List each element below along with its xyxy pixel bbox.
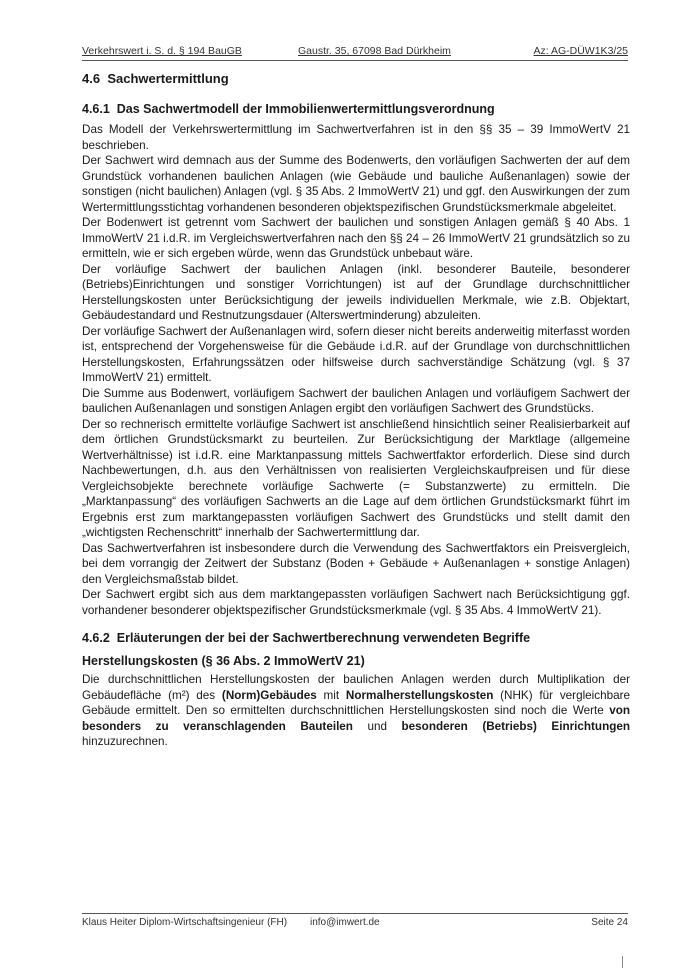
text-run: Die durchschnittlichen Herstellungskosten der baulichen Anlagen werden durch Multiplikation der Gebäudefläche (m²) des <box>82 673 630 702</box>
paragraph: Der so rechnerisch ermittelte vorläufige Sachwert ist anschließend hinsichtlich seiner Realisierbarkeit auf dem örtlichen Grundstücksmarkt zu beurteilen. Zur Berücksichtigung der Marktlage (allgemeine Wertverhältnisse) ist i.d.R. eine Marktanpassung mittels Sachwertfaktor erforderlich. Diese sind durch Nachbewertungen, d.h. aus den Verhältnissen von realisierten Vergleichskaufpreisen und für diese Vergleichsobjekte berechnete vorläufige Sachwerte (= Substanzwerte) zu ermitteln. Die „Marktanpassung“ des vorläufigen Sachwerts an die Lage auf dem örtlichen Grundstücksmarkt führt im Ergebnis erst zum marktangepassten vorläufigen Sachwert des Grundstücks und stellt damit den „wichtigsten Rechenschritt“ innerhalb der Sachwertermittlung dar. <box>82 417 630 539</box>
subsection-heading-4-6-1 <box>82 100 630 118</box>
paragraph: Das Modell der Verkehrswertermittlung im Sachwertverfahren ist in den §§ 35 – 39 ImmoWertV 21 beschrieben. <box>82 123 630 152</box>
text-run: (NHK) für vergleichbare Gebäude ermittelt. Den so ermittelten durchschnittlichen Herstellungskosten sind noch die Werte <box>82 688 630 717</box>
footer-page-number: Seite 24 <box>591 917 628 928</box>
paragraph: Der Sachwert ergibt sich aus dem marktangepassten vorläufigen Sachwert nach Berücksichtigung ggf. vorhandener besonderer objektspezifischer Grundstücksmerkmale (vgl. § 35 Abs. 4 ImmoWertV 21). <box>82 588 630 617</box>
subsection-title: Erläuterungen der bei der Sachwertberechnung verwendeten Begriffe <box>116 631 531 645</box>
text-run: hinzuzurechnen. <box>82 735 168 748</box>
text-run: mit <box>316 688 346 702</box>
footer-author: Klaus Heiter Diplom-Wirtschaftsingenieur (FH) <box>82 917 288 928</box>
section-title: Sachwertermittlung <box>107 71 229 86</box>
subsection-number: 4.6.1 <box>82 102 110 116</box>
subsection-heading-4-6-2 <box>82 629 630 647</box>
herstellungskosten-heading: Herstellungskosten (§ 36 Abs. 2 ImmoWertV 21) <box>82 654 365 668</box>
bold-term: von besonders zu veranschlagenden Bauteilen <box>82 704 630 733</box>
section-heading <box>82 70 630 88</box>
page-content <box>82 66 630 750</box>
page-footer <box>82 913 628 930</box>
bold-term: besonderen (Betriebs) Einrichtungen <box>401 719 630 733</box>
paragraph: Der Bodenwert ist getrennt vom Sachwert der baulichen und sonstigen Anlagen gemäß § 40 Abs. 1 ImmoWertV 21 i.d.R. im Vergleichswertverfahren nach den §§ 24 – 26 ImmoWertV 21 grundsätzlich so zu ermitteln, wie er sich ergeben würde, wenn das Grundstück unbebaut wäre. <box>82 216 630 260</box>
header-case-number: Az: AG-DÜW1K3/25 <box>533 45 628 57</box>
paragraph: Die Summe aus Bodenwert, vorläufigem Sachwert der baulichen Anlagen und vorläufigem Sachwert der baulichen Außenanlagen und sonstigen Anlagen ergibt den vorläufigen Sachwert des Grundstücks. <box>82 386 630 415</box>
bold-term: Normalherstellungskosten <box>345 688 494 702</box>
header-address-text: Gaustr. 35, 67098 Bad Dürkheim <box>298 45 451 57</box>
paragraph: Der Sachwert wird demnach aus der Summe des Bodenwerts, den vorläufigen Sachwerten der auf dem Grundstück vorhandenen baulichen Anlagen (wie Gebäude und bauliche Außenanlagen) sowie der sonstigen (nicht baulichen) Anlagen (vgl. § 35 Abs. 2 ImmoWertV 21) und ggf. den Auswirkungen der zum Wertermittlungsstichtag vorhandenen besonderen objektspezifischen Grundstücksmerkmale abgeleitet. <box>82 154 630 214</box>
paragraph: Der vorläufige Sachwert der baulichen Anlagen (inkl. besonderer Bauteile, besonderer (Betriebs)Einrichtungen und sonstiger Vorrichtungen) ist auf der Grundlage durchschnittlicher Herstellungskosten unter Berücksichtigung der jeweils individuellen Merkmale, wie z.B. Objektart, Gebäudestandard und Restnutzungsdauer (Alterswertminderung) abzuleiten. <box>82 262 630 322</box>
subsection-title: Das Sachwertmodell der Immobilienwertermittlungsverordnung <box>116 102 495 116</box>
text-run: und <box>352 719 402 733</box>
paragraph: Das Sachwertverfahren ist insbesondere durch die Verwendung des Sachwertfaktors ein Preisvergleich, bei dem vorrangig der Zeitwert der Substanz (Boden + Gebäude + Außenanlagen + sonstige Anlagen) den Vergleichsmaßstab bildet. <box>82 541 630 586</box>
footer-email: info@imwert.de <box>310 917 380 928</box>
scan-margin-mark <box>622 956 623 968</box>
section-number: 4.6 <box>82 71 101 86</box>
paragraph: Der vorläufige Sachwert der Außenanlagen wird, sofern dieser nicht bereits anderweitig miterfasst worden ist, entsprechend der Vorgehensweise für die Gebäude i.d.R. auf der Grundlage von durchschnittlichen Herstellungskosten, Erfahrungssätzen oder hilfsweise durch sachverständige Schätzung (vgl. § 37 ImmoWertV 21) ermittelt. <box>82 324 630 384</box>
page-header <box>82 44 628 61</box>
bold-term: (Norm)Gebäudes <box>221 688 317 702</box>
header-left-text: Verkehrswert i. S. d. § 194 BauGB <box>82 45 242 57</box>
subsection-number: 4.6.2 <box>82 631 110 645</box>
herstellungskosten-paragraph <box>82 672 630 750</box>
